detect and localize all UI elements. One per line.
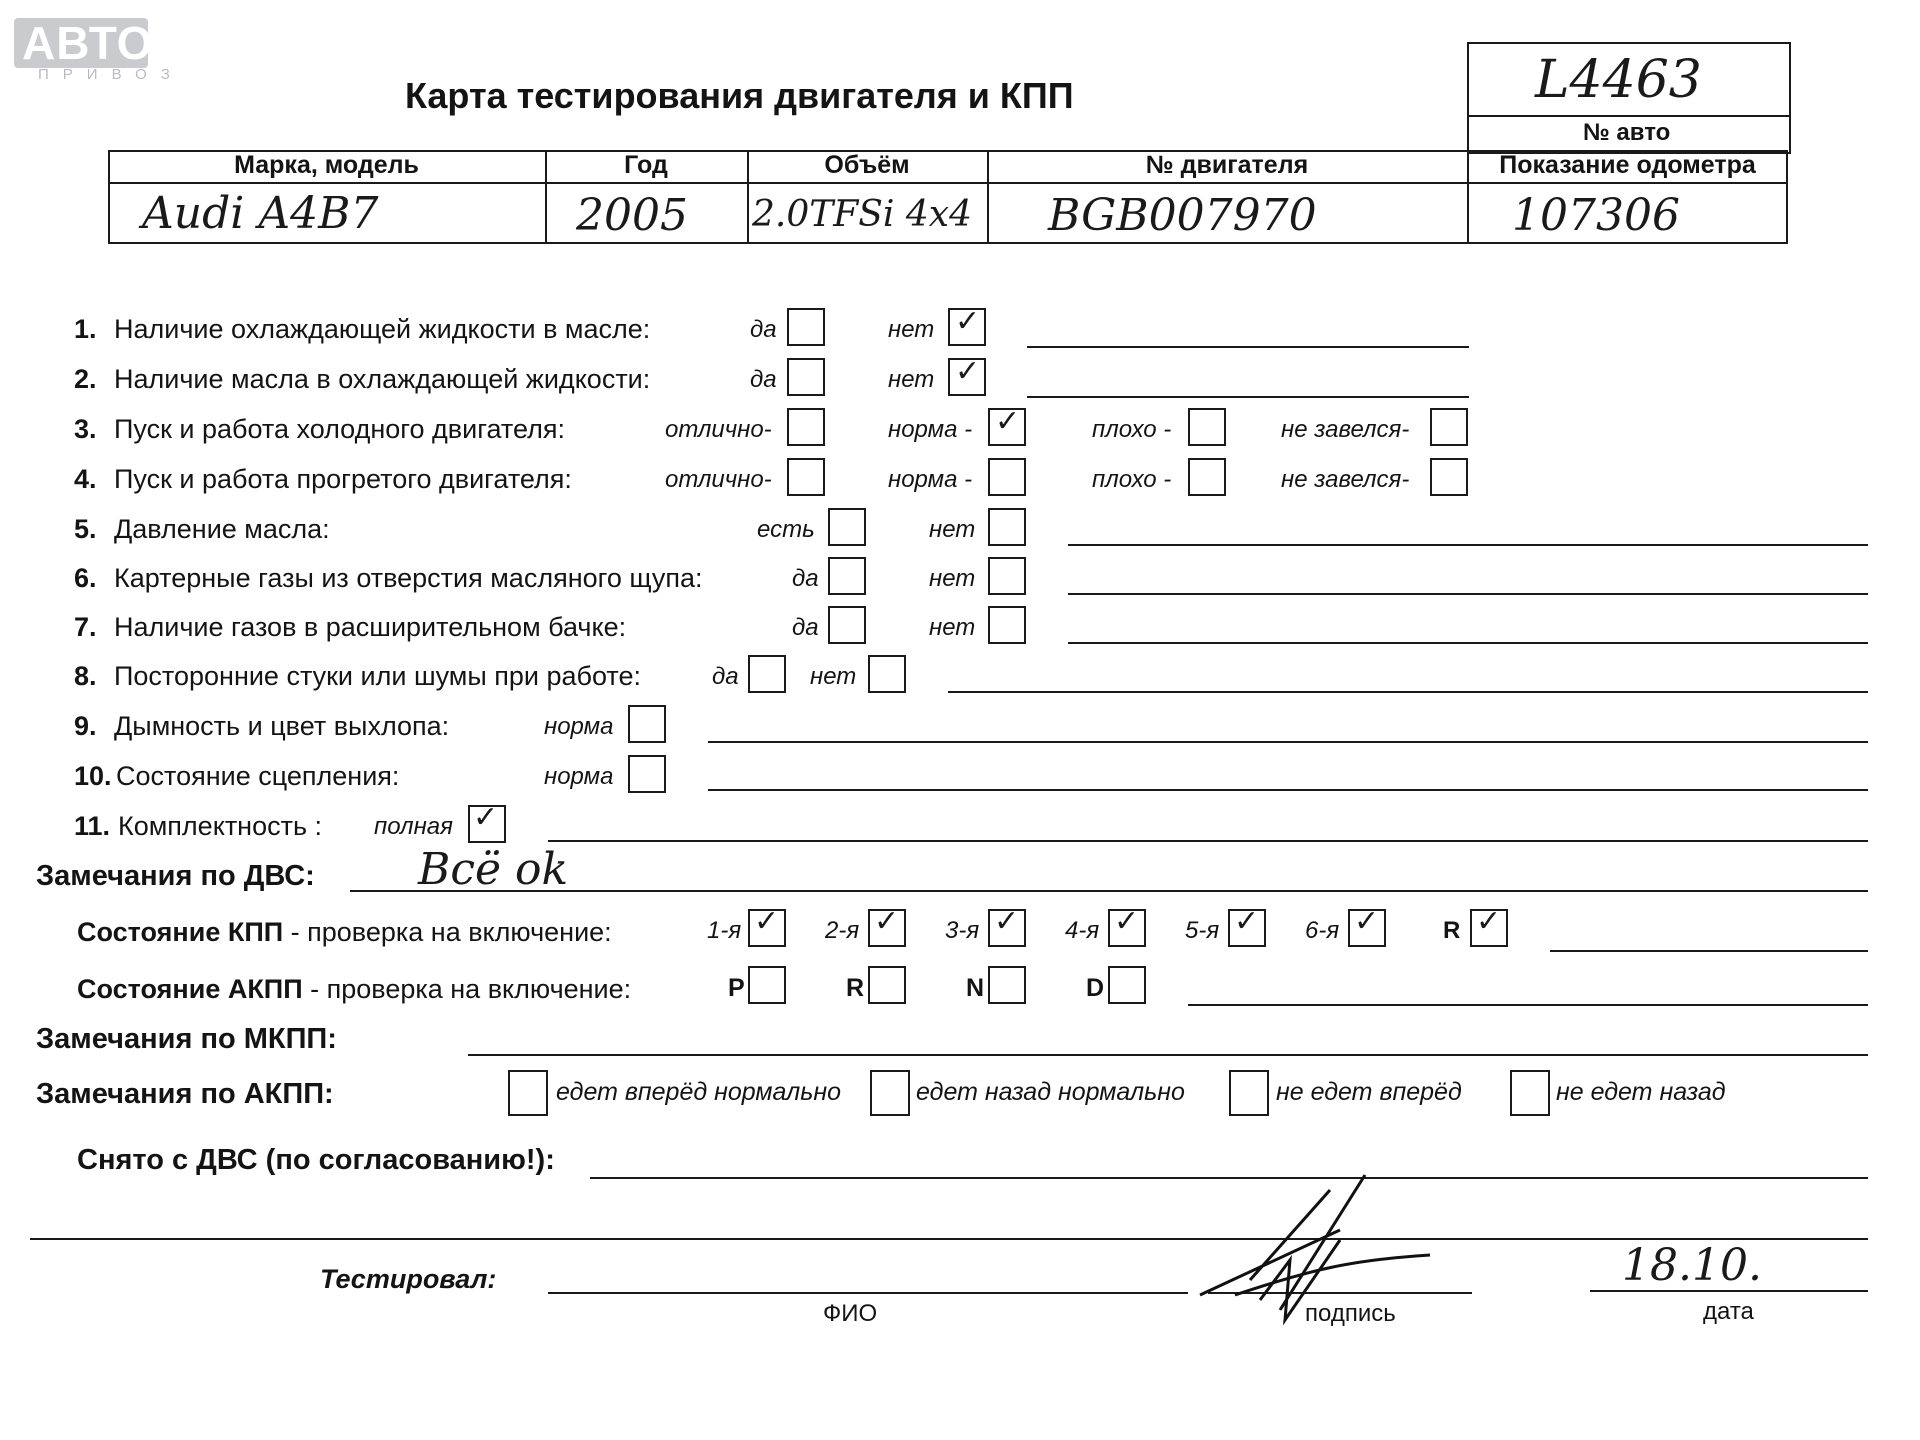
- row-8-number: 8.: [74, 661, 97, 691]
- header-year: Год: [624, 151, 668, 179]
- row-10-label: Состояние сцепления:: [116, 761, 400, 791]
- row-3-opt-excellent: отлично-: [665, 416, 772, 443]
- row-6-checkbox-no[interactable]: [988, 557, 1026, 595]
- row-9-checkbox-normal[interactable]: [628, 705, 666, 743]
- dvs-remarks-value: Всё ok: [418, 844, 569, 895]
- row-3-number: 3.: [74, 414, 97, 444]
- row-2-checkbox-yes[interactable]: [787, 358, 825, 396]
- row-4-opt-normal: норма -: [888, 466, 973, 493]
- kpp-gear-5-mark: ✓: [1234, 904, 1260, 939]
- logo-text: АВТО: [22, 17, 154, 69]
- date-caption: дата: [1703, 1298, 1754, 1325]
- kpp-gear-4-mark: ✓: [1114, 904, 1140, 939]
- row-1-opt-no: нет: [888, 316, 935, 343]
- row-2-opt-yes: да: [750, 366, 777, 393]
- row-2-opt-no: нет: [888, 366, 935, 393]
- row-4-opt-excellent: отлично-: [665, 466, 772, 493]
- mkpp-remarks-line[interactable]: [468, 1054, 1868, 1056]
- akpp-remark-no-forward-label: не едет вперёд: [1276, 1078, 1462, 1106]
- row-7-number: 7.: [74, 612, 97, 642]
- kpp-gear-2-label: 2-я: [825, 917, 860, 944]
- row-10-number: 10.: [74, 761, 112, 791]
- row-1-checkbox-yes[interactable]: [787, 308, 825, 346]
- value-odometer: 107306: [1512, 190, 1680, 241]
- row-6-notes-line[interactable]: [1068, 593, 1868, 595]
- row-11-number: 11.: [74, 811, 111, 841]
- row-5-label: Давление масла:: [114, 514, 330, 544]
- akpp-gear-p-label: P: [728, 974, 745, 1002]
- row-4-opt-bad: плохо -: [1092, 466, 1172, 493]
- row-5-opt-no: нет: [929, 516, 976, 543]
- akpp-label: Состояние АКПП - проверка на включение:: [77, 974, 632, 1004]
- kpp-gear-r-mark: ✓: [1476, 904, 1502, 939]
- row-11-opt-complete: полная: [374, 813, 453, 840]
- header-engine-number: № двигателя: [1145, 151, 1309, 179]
- row-3-checkbox-bad[interactable]: [1188, 408, 1226, 446]
- akpp-gear-r-checkbox[interactable]: [868, 966, 906, 1004]
- row-4-checkbox-excellent[interactable]: [787, 458, 825, 496]
- kpp-notes-line[interactable]: [1550, 950, 1868, 952]
- akpp-remark-forward-ok-checkbox[interactable]: [508, 1070, 548, 1116]
- akpp-remark-no-forward-checkbox[interactable]: [1229, 1070, 1269, 1116]
- row-3-checkbox-excellent[interactable]: [787, 408, 825, 446]
- row-11-check-mark: ✓: [473, 800, 499, 835]
- row-2-notes-line[interactable]: [1027, 396, 1469, 398]
- row-3-check-mark: ✓: [995, 404, 1021, 439]
- akpp-remark-no-back-label: не едет назад: [1556, 1078, 1726, 1106]
- row-6-opt-yes: да: [792, 565, 819, 592]
- value-brand-model: Audi A4B7: [142, 188, 379, 239]
- row-8-opt-no: нет: [810, 663, 857, 690]
- row-10-checkbox-normal[interactable]: [628, 755, 666, 793]
- row-4-checkbox-bad[interactable]: [1188, 458, 1226, 496]
- row-10-opt-normal: норма: [544, 763, 614, 790]
- kpp-gear-2-mark: ✓: [874, 904, 900, 939]
- logo-subtitle: ПРИВОЗ: [38, 66, 184, 83]
- row-8-opt-yes: да: [712, 663, 739, 690]
- kpp-gear-3-mark: ✓: [994, 904, 1020, 939]
- car-number-value: L4463: [1535, 50, 1702, 110]
- header-row-divider: [108, 182, 1788, 184]
- akpp-remark-forward-ok-label: едет вперёд нормально: [556, 1078, 842, 1106]
- signature-caption: подпись: [1305, 1300, 1396, 1327]
- value-volume: 2.0TFSi 4x4: [752, 194, 972, 235]
- header-volume: Объём: [824, 151, 910, 179]
- row-4-opt-no-start: не завелся-: [1281, 466, 1410, 493]
- row-1-number: 1.: [74, 314, 97, 344]
- row-7-checkbox-no[interactable]: [988, 606, 1026, 644]
- row-9-opt-normal: норма: [544, 713, 614, 740]
- kpp-gear-6-mark: ✓: [1354, 904, 1380, 939]
- kpp-gear-r-label: R: [1443, 917, 1461, 944]
- row-9-number: 9.: [74, 711, 97, 741]
- car-number-label: № авто: [1583, 119, 1671, 146]
- row-5-opt-yes: есть: [757, 516, 815, 543]
- row-5-number: 5.: [74, 514, 97, 544]
- row-4-checkbox-no-start[interactable]: [1430, 458, 1468, 496]
- row-6-opt-no: нет: [929, 565, 976, 592]
- value-year: 2005: [576, 190, 688, 241]
- row-7-checkbox-yes[interactable]: [828, 606, 866, 644]
- row-9-notes-line[interactable]: [708, 741, 1868, 743]
- akpp-remark-back-ok-checkbox[interactable]: [870, 1070, 910, 1116]
- row-1-opt-yes: да: [750, 316, 777, 343]
- kpp-label: Состояние КПП - проверка на включение:: [77, 917, 612, 947]
- row-4-number: 4.: [74, 464, 97, 494]
- akpp-gear-r-label: R: [846, 974, 865, 1002]
- row-3-label: Пуск и работа холодного двигателя:: [114, 414, 565, 444]
- car-number-divider: [1467, 115, 1789, 117]
- row-7-label: Наличие газов в расширительном бачке:: [114, 612, 627, 642]
- row-8-checkbox-no[interactable]: [868, 655, 906, 693]
- row-1-label: Наличие охлаждающей жидкости в масле:: [114, 314, 651, 344]
- fio-line[interactable]: [548, 1292, 1188, 1294]
- mkpp-remarks-label: Замечания по МКПП:: [36, 1023, 337, 1055]
- header-odometer: Показание одометра: [1499, 151, 1756, 179]
- akpp-gear-p-checkbox[interactable]: [748, 966, 786, 1004]
- row-1-notes-line[interactable]: [1027, 346, 1469, 348]
- row-6-label: Картерные газы из отверстия масляного щупа:: [114, 563, 703, 593]
- page-title: Карта тестирования двигателя и КПП: [405, 75, 1074, 116]
- row-3-opt-normal: норма -: [888, 416, 973, 443]
- row-8-notes-line[interactable]: [948, 691, 1868, 693]
- row-11-notes-line[interactable]: [548, 840, 1868, 842]
- dvs-remarks-line[interactable]: [350, 890, 1868, 892]
- kpp-gear-3-label: 3-я: [945, 917, 980, 944]
- akpp-gear-d-label: D: [1086, 974, 1105, 1002]
- row-4-checkbox-normal[interactable]: [988, 458, 1026, 496]
- akpp-gear-n-label: N: [966, 974, 985, 1002]
- row-11-label: Комплектность :: [118, 811, 323, 841]
- akpp-remark-no-back-checkbox[interactable]: [1510, 1070, 1550, 1116]
- date-value: 18.10.: [1622, 1240, 1762, 1291]
- row-3-opt-no-start: не завелся-: [1281, 416, 1410, 443]
- removed-label: Снято с ДВС (по согласованию!):: [77, 1144, 555, 1176]
- kpp-gear-1-mark: ✓: [754, 904, 780, 939]
- row-7-opt-no: нет: [929, 614, 976, 641]
- kpp-gear-4-label: 4-я: [1065, 917, 1100, 944]
- kpp-gear-1-label: 1-я: [707, 917, 742, 944]
- row-9-label: Дымность и цвет выхлопа:: [114, 711, 450, 741]
- akpp-remark-back-ok-label: едет назад нормально: [916, 1078, 1185, 1106]
- row-4-label: Пуск и работа прогретого двигателя:: [114, 464, 572, 494]
- row-8-label: Посторонние стуки или шумы при работе:: [114, 661, 641, 691]
- kpp-gear-6-label: 6-я: [1305, 917, 1340, 944]
- header-brand-model: Марка, модель: [234, 151, 419, 179]
- akpp-remarks-label: Замечания по АКПП:: [36, 1078, 334, 1110]
- separator-line: [30, 1238, 1868, 1240]
- row-7-opt-yes: да: [792, 614, 819, 641]
- row-6-checkbox-yes[interactable]: [828, 557, 866, 595]
- row-3-opt-bad: плохо -: [1092, 416, 1172, 443]
- tested-label: Тестировал:: [320, 1264, 497, 1294]
- row-7-notes-line[interactable]: [1068, 642, 1868, 644]
- row-2-number: 2.: [74, 364, 97, 394]
- row-1-check-mark: ✓: [955, 304, 981, 339]
- row-10-notes-line[interactable]: [708, 789, 1868, 791]
- dvs-remarks-label: Замечания по ДВС:: [36, 860, 315, 892]
- row-2-label: Наличие масла в охлаждающей жидкости:: [114, 364, 651, 394]
- row-5-checkbox-no[interactable]: [988, 508, 1026, 546]
- kpp-gear-5-label: 5-я: [1185, 917, 1220, 944]
- akpp-notes-line[interactable]: [1188, 1004, 1868, 1006]
- row-2-check-mark: ✓: [955, 354, 981, 389]
- row-6-number: 6.: [74, 563, 97, 593]
- value-engine-number: BGB007970: [1048, 190, 1317, 241]
- row-5-checkbox-yes[interactable]: [828, 508, 866, 546]
- row-5-notes-line[interactable]: [1068, 544, 1868, 546]
- akpp-gear-n-checkbox[interactable]: [988, 966, 1026, 1004]
- row-3-checkbox-no-start[interactable]: [1430, 408, 1468, 446]
- row-8-checkbox-yes[interactable]: [748, 655, 786, 693]
- akpp-gear-d-checkbox[interactable]: [1108, 966, 1146, 1004]
- fio-caption: ФИО: [823, 1300, 878, 1327]
- signature-scribble: [1190, 1170, 1450, 1350]
